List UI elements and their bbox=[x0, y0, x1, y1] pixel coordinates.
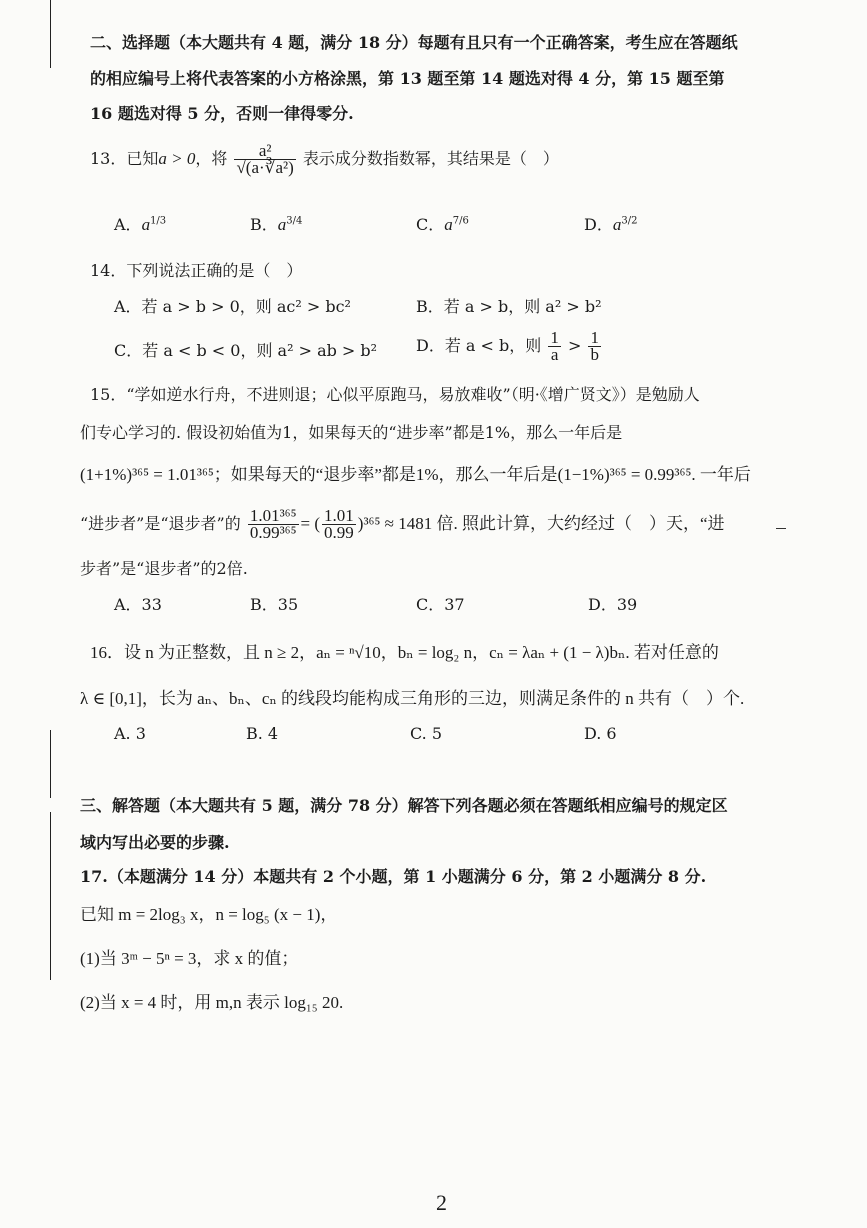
question-15-line2: 们专心学习的. 假设初始值为1，如果每天的“进步率”都是1%，那么一年后是 bbox=[80, 423, 623, 442]
margin-tick-mark bbox=[776, 528, 786, 529]
q15-option-d: D．39 bbox=[588, 595, 638, 614]
q15-option-b: B．35 bbox=[250, 595, 299, 614]
q16-option-b: B. 4 bbox=[246, 724, 279, 743]
section2-line2: 的相应编号上将代表答案的小方格涂黑，第 13 题至第 14 题选对得 4 分，第 15 题至第 bbox=[90, 69, 725, 88]
q14-option-a: A．若 a > b > 0，则 ac² > bc² bbox=[114, 297, 351, 316]
question-13-stem: 13．已知a > 0，将 $\frac{\text{a²}}{\text{√(a·∛a²)}}$ 表示成分数指数幂，其结果是（ ） bbox=[90, 141, 559, 177]
q16-option-a: A. 3 bbox=[114, 724, 146, 743]
section3-line2: 域内写出必要的步骤. bbox=[80, 833, 230, 852]
q15-option-a: A．33 bbox=[114, 595, 162, 614]
question-17-header: 17.（本题满分 14 分）本题共有 2 个小题，第 1 小题满分 6 分，第 2 小题满分 8 分. bbox=[80, 867, 707, 886]
question-16-line2: λ ∈ [0,1]，长为 aₙ、bₙ、cₙ 的线段均能构成三角形的三边，则满足条件的 n 共有（ ）个. bbox=[80, 689, 745, 708]
q13-option-c: C．$a^{7/6}$ bbox=[416, 215, 469, 234]
binding-line-lower bbox=[50, 812, 51, 980]
question-17-part2: (2)当 x = 4 时，用 m,n 表示 log₁₅ 20. bbox=[80, 993, 344, 1012]
question-15-line5: 步者”是“退步者”的2倍. bbox=[80, 559, 248, 578]
page-number: 2 bbox=[436, 1190, 447, 1215]
section2-line1: 二、选择题（本大题共有 4 题，满分 18 分）每题有且只有一个正确答案，考生应在答题纸 bbox=[90, 33, 738, 52]
q14-option-d: D．若 a < b，则 $\frac{1}{a}$ > $\frac{1}{b}$ bbox=[416, 328, 599, 364]
q16-option-d: D. 6 bbox=[584, 724, 617, 743]
q16-option-c: C. 5 bbox=[410, 724, 443, 743]
q15-option-c: C．37 bbox=[416, 595, 465, 614]
section3-line1: 三、解答题（本大题共有 5 题，满分 78 分）解答下列各题必须在答题纸相应编号的规定区 bbox=[80, 796, 728, 815]
question-16-line1: 16．设 n 为正整数，且 n ≥ 2，aₙ = ⁿ√10，bₙ = log₂ n，cₙ = λaₙ + (1 − λ)bₙ. 若对任意的 bbox=[90, 643, 719, 662]
question-14-stem: 14．下列说法正确的是（ ） bbox=[90, 261, 303, 280]
binding-line-top bbox=[50, 0, 51, 68]
q13-fraction: $\frac{\text{a²}}{\text{√(a·∛a²)}}$ bbox=[236, 141, 294, 177]
section2-line3: 16 题选对得 5 分，否则一律得零分. bbox=[90, 104, 354, 123]
binding-line-middle bbox=[50, 730, 51, 798]
q14-option-c: C．若 a < b < 0，则 a² > ab > b² bbox=[114, 341, 378, 360]
q13-option-d: D．$a^{3/2}$ bbox=[584, 215, 638, 234]
question-15-line4: “进步者”是“退步者”的 $\frac{\text{1.01³⁶⁵}}{\text{0.99³⁶⁵}}$ = ( $\frac{1.01}{0.99}$ )³⁶⁵ ≈ 1481 倍. 照此计算，大约经过（ ）天，“进 bbox=[80, 506, 725, 542]
q13-option-a: A．$a^{1/3}$ bbox=[114, 215, 167, 234]
q13-option-b: B．$a^{3/4}$ bbox=[250, 215, 303, 234]
question-17-given: 已知 m = 2log₃ x，n = log₅ (x − 1)， bbox=[80, 905, 338, 924]
question-15-line3: (1+1%)³⁶⁵ = 1.01³⁶⁵；如果每天的“退步率”都是1%，那么一年后是(1−1%)³⁶⁵ = 0.99³⁶⁵. 一年后 bbox=[80, 465, 751, 484]
question-17-part1: (1)当 3ᵐ − 5ⁿ = 3，求 x 的值； bbox=[80, 949, 299, 968]
question-15-line1: 15．“学如逆水行舟，不进则退；心似平原跑马，易放难收”（明·《增广贤文》）是勉励人 bbox=[90, 385, 700, 404]
q14-option-b: B．若 a > b，则 a² > b² bbox=[416, 297, 602, 316]
